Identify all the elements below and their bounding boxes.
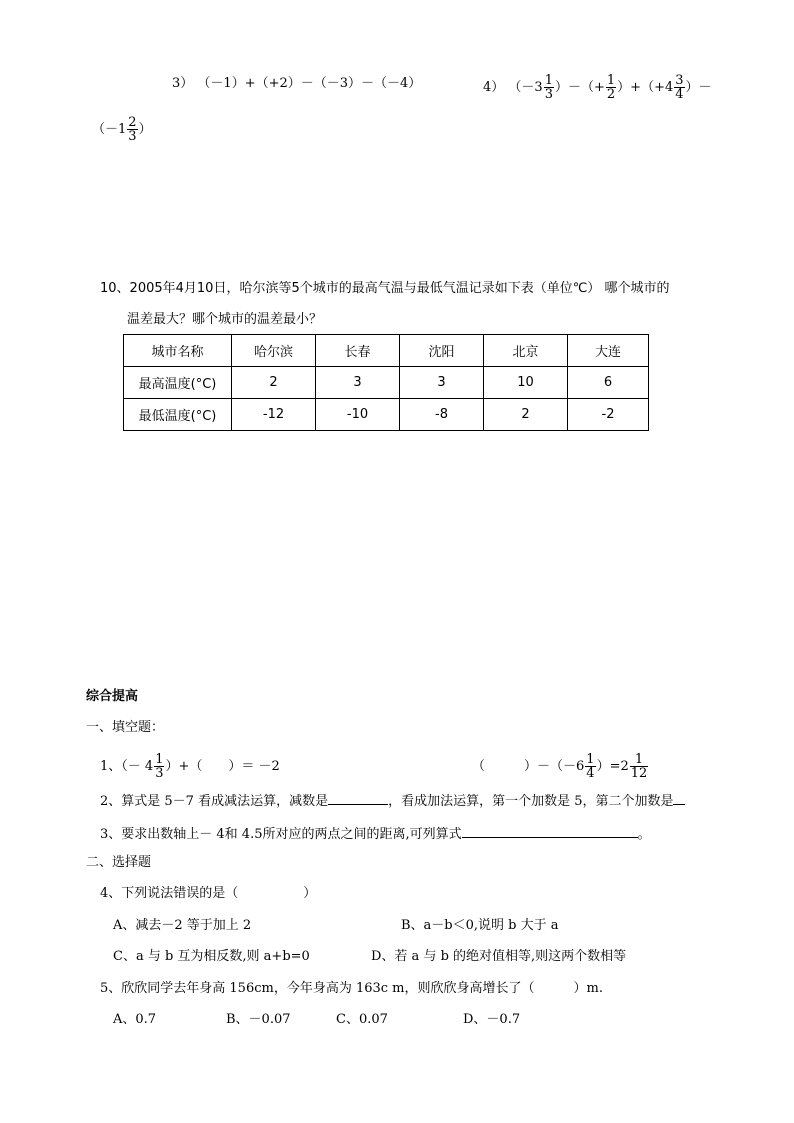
expression-4 [483,74,712,101]
part1-title: 一、填空题： [86,720,165,735]
table-cell: 3 [400,367,484,399]
expression-4-continued [92,116,152,143]
question-4-option-b[interactable]: B、a－b＜0,说明 b 大于 a [401,918,559,933]
fill-question-3 [100,823,651,845]
table-cell: 城市名称 [124,335,232,367]
question-5-option-d[interactable]: D、－0.7 [463,1012,521,1027]
table-cell: 6 [568,367,649,399]
table-cell: -8 [400,399,484,431]
question-5-option-b[interactable]: B、－0.07 [226,1012,291,1027]
fill-3-post: 。 [637,827,651,842]
fraction-one-third: $\frac{1}{3}$ [544,73,553,102]
question-10-line1: 10、2005年4月10日，哈尔滨等5个城市的最高气温与最低气温记录如下表（单位℃） 哪个城市的 [100,281,670,296]
table-row [124,399,649,431]
question-5-stem: 5、欣欣同学去年身高 156cm，今年身高为 163c m，则欣欣身高增长了（ ）m. [100,981,603,996]
question-4-option-d[interactable]: D、若 a 与 b 的绝对值相等,则这两个数相等 [371,949,627,964]
fill-1-right-mid: ）=2 [596,759,629,774]
question-5-option-c[interactable]: C、0.07 [336,1012,388,1027]
table-cell: 长春 [316,335,400,367]
temperature-table [123,334,649,431]
fill-question-2 [100,790,685,812]
fraction-one-third: $\frac{1}{3}$ [155,752,164,781]
answer-blank[interactable] [328,790,388,805]
fraction-three-quarters: $\frac{3}{4}$ [675,73,684,102]
table-cell: -2 [568,399,649,431]
table-cell: 北京 [484,335,568,367]
expression-3-label: 3） [172,76,194,91]
fill-3-pre: 3、要求出数轴上－ 4和 4.5所对应的两点之间的距离,可列算式 [100,827,462,842]
answer-blank[interactable] [673,790,685,805]
expression-4-part1: （－3 [508,80,543,95]
fraction-one-quarter: $\frac{1}{4}$ [586,752,595,781]
fill-1-mid: ）+（ ）＝ －2 [165,759,280,774]
expression-4-part4: ）－ [685,80,712,95]
table-cell: 大连 [568,335,649,367]
table-cell: -10 [316,399,400,431]
table-cell: 2 [232,367,316,399]
expression-4-label: 4） [483,80,505,95]
table-row [124,367,649,399]
expression-4-part3: ）+（+4 [617,80,674,95]
fraction-two-thirds: $\frac{2}{3}$ [128,115,137,144]
table-cell: 最低温度(°C) [124,399,232,431]
table-cell: 最高温度(°C) [124,367,232,399]
fill-2-mid: ，看成加法运算，第一个加数是 5，第二个加数是 [388,794,674,809]
table-cell: 10 [484,367,568,399]
fill-question-1-right [472,753,649,780]
fill-1-label: 1、 [100,759,122,774]
fraction-one-half: $\frac{1}{2}$ [606,73,616,102]
table-header-row [124,335,649,367]
fraction-one-twelfth: $\frac{1}{12}$ [630,752,648,781]
fill-question-1-left [100,753,280,780]
expression-4-wrap-close: ） [138,122,152,137]
part2-title: 二、选择题 [86,855,152,870]
fill-2-pre: 2、算式是 5－7 看成减法运算，减数是 [100,794,329,809]
section-title: 综合提高 [86,689,139,704]
expression-3 [172,74,421,94]
question-10-line2: 温差最大？哪个城市的温差最小？ [127,312,323,327]
table-cell: 沈阳 [400,335,484,367]
answer-blank[interactable] [462,823,638,838]
expression-3-text: （－1）+（+2）－（－3）－（－4） [197,76,422,91]
expression-4-part2: ）－（+ [554,80,605,95]
expression-4-wrap-open: （－1 [92,122,127,137]
question-4-option-a[interactable]: A、减去－2 等于加上 2 [113,918,252,933]
table-cell: 3 [316,367,400,399]
table-cell: 2 [484,399,568,431]
table-cell: 哈尔滨 [232,335,316,367]
question-5-option-a[interactable]: A、0.7 [113,1012,157,1027]
fill-1-right-open: （ ）－（－6 [472,759,585,774]
fill-1-open: （－ 4 [121,759,154,774]
table-cell: -12 [232,399,316,431]
question-4-option-c[interactable]: C、a 与 b 互为相反数,则 a+b=0 [113,949,310,964]
question-4-stem: 4、下列说法错误的是（ ） [100,886,317,901]
